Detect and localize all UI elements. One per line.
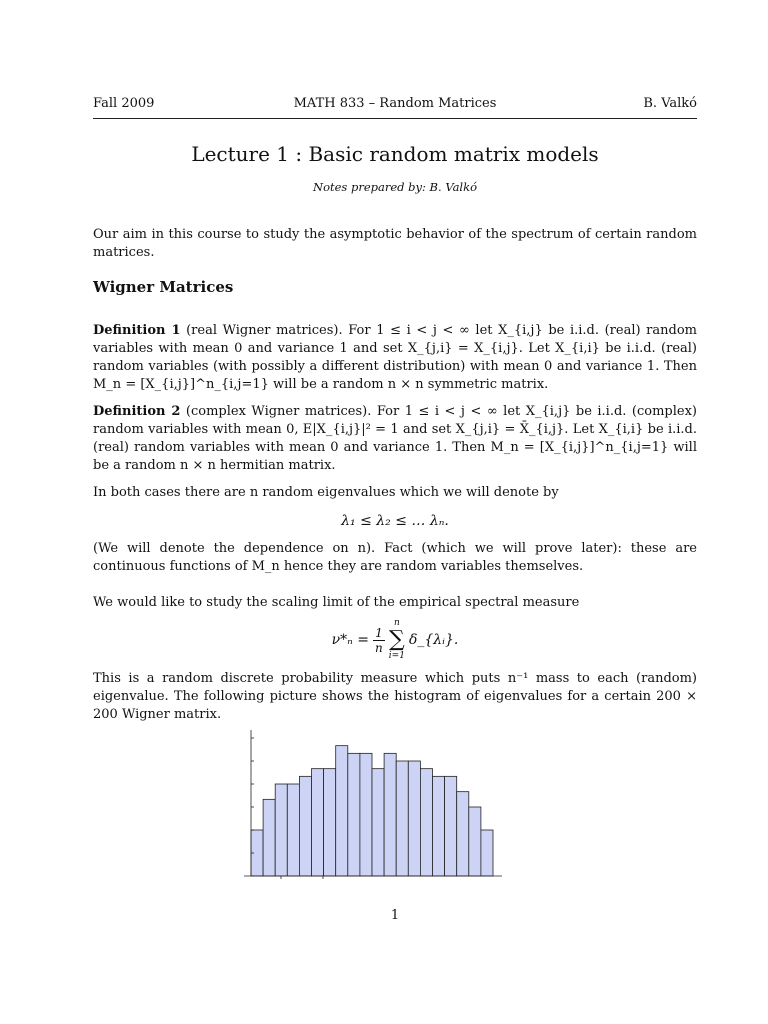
histogram-bar bbox=[324, 769, 336, 876]
fact-paragraph: (We will denote the dependence on n). Fact (which we will prove later): these are continuous functions of M_n hence they are random variables themselves. bbox=[93, 541, 697, 574]
definition-1-label: Definition 1 bbox=[93, 323, 181, 338]
page-number: 1 bbox=[390, 908, 400, 923]
sum-lower-limit: i=1 bbox=[388, 651, 405, 661]
definition-1-text: (real Wigner matrices). For 1 ≤ i < j < ∞ let X_{i,j} be i.i.d. (real) random variables with mean 0 and variance 1 and set X_{j,i} = X_{i,j}. Let X_{i,i} be i.i.d. (real) random variables (with possibly a different distribution) with mean 0 and variance 1. Then M_n = [X_{i,j}]^n_{i,j=1} will be a random n × n symmetric matrix. bbox=[93, 323, 697, 392]
histogram-bar bbox=[336, 746, 348, 876]
measure-equation bbox=[93, 618, 697, 662]
histogram-bar bbox=[396, 761, 408, 876]
section-heading: Wigner Matrices bbox=[93, 278, 234, 296]
histogram-bar bbox=[433, 776, 445, 876]
eigenvalue-histogram bbox=[240, 724, 510, 889]
histogram-bar bbox=[372, 769, 384, 876]
histogram-bar bbox=[360, 753, 372, 876]
fraction-numerator: 1 bbox=[375, 625, 383, 640]
histogram-bar bbox=[348, 753, 360, 876]
histogram-bar bbox=[457, 792, 469, 876]
histogram-bar bbox=[420, 769, 432, 876]
histogram-bar bbox=[287, 784, 299, 876]
histogram-bar bbox=[408, 761, 420, 876]
histogram-bar bbox=[481, 830, 493, 876]
definition-1 bbox=[93, 322, 697, 394]
definition-2-text: (complex Wigner matrices). For 1 ≤ i < j < ∞ let X_{i,j} be i.i.d. (complex) random variables with mean 0, E|X_{i,j}|² = 1 and set X_{j,i} = X̄_{i,j}. Let X_{i,i} be i.i.d. (real) random variables with mean 0 and variance 1. Then M_n = [X_{i,j}]^n_{i,j=1} will be a random n × n hermitian matrix. bbox=[93, 404, 698, 473]
definition-2 bbox=[93, 403, 697, 475]
running-header bbox=[93, 96, 697, 119]
sum-symbol: ∑ bbox=[389, 627, 405, 652]
intro-paragraph: Our aim in this course to study the asymptotic behavior of the spectrum of certain random matrices. bbox=[93, 227, 697, 260]
fraction-denominator: n bbox=[375, 640, 383, 655]
histogram-bar bbox=[299, 776, 311, 876]
measure-lhs: ν*ₙ = bbox=[331, 632, 370, 648]
page-subtitle: Notes prepared by: B. Valkó bbox=[313, 180, 477, 194]
measure-paragraph: This is a random discrete probability measure which puts n⁻¹ mass to each (random) eigenvalue. The following picture shows the histogram of eigenvalues for a certain 200 × 200 Wigner matrix. bbox=[93, 671, 697, 722]
definition-2-label: Definition 2 bbox=[93, 404, 181, 419]
histogram-bar bbox=[469, 807, 481, 876]
eigen-paragraph: In both cases there are n random eigenvalues which we will denote by bbox=[93, 485, 559, 500]
histogram-bar bbox=[263, 799, 275, 876]
histogram-bar bbox=[445, 776, 457, 876]
header-author: B. Valkó bbox=[643, 96, 697, 111]
histogram-bar bbox=[384, 753, 396, 876]
scaling-paragraph: We would like to study the scaling limit of the empirical spectral measure bbox=[93, 595, 580, 610]
page-title: Lecture 1 : Basic random matrix models bbox=[191, 142, 599, 166]
histogram-bars bbox=[251, 746, 493, 876]
header-term: Fall 2009 bbox=[93, 96, 155, 111]
histogram-bar bbox=[312, 769, 324, 876]
eigenvalue-ordering: λ₁ ≤ λ₂ ≤ … λₙ. bbox=[341, 513, 449, 529]
header-course: MATH 833 – Random Matrices bbox=[293, 96, 497, 111]
measure-rhs: δ_{λᵢ}. bbox=[408, 632, 459, 648]
histogram-bar bbox=[275, 784, 287, 876]
sum-upper-limit: n bbox=[393, 618, 400, 628]
